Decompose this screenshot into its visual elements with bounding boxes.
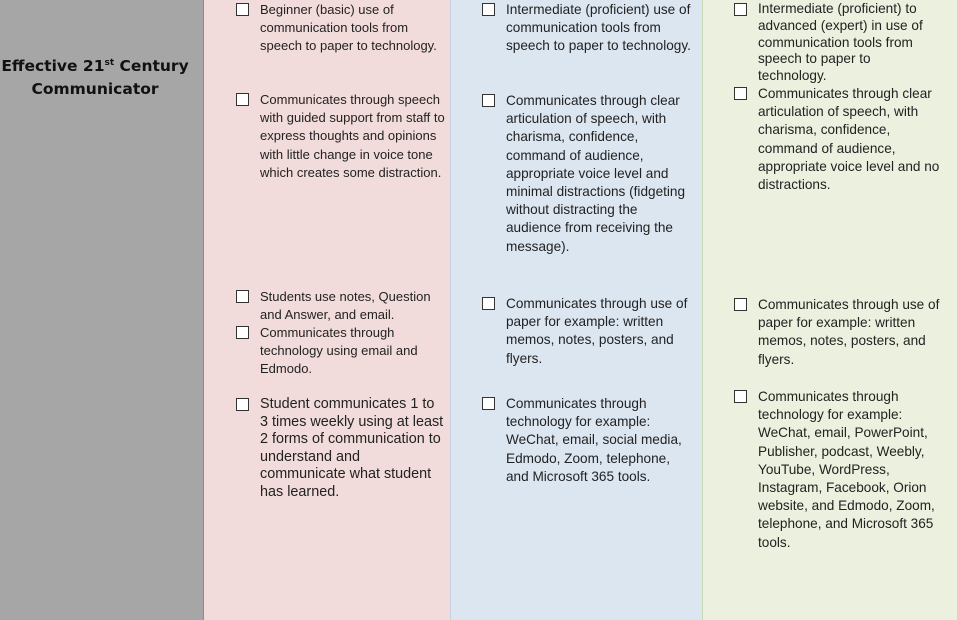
item-text: Communicates through clear articulation of speech, with charisma, confidence, command of audience, appropriate voice level and minimal distractions (fidgeting without distracting the audience from receiving the message). [506,93,686,254]
checkbox[interactable] [236,93,249,106]
item-text: Communicates through speech with guided support from staff to express thoughts and opinions with little change in voice tone which creates some distraction. [260,92,445,180]
item-text: Student communicates 1 to 3 times weekly using at least 2 forms of communication to understand and communicate what student has learned. [260,396,444,500]
item-text: Communicates through use of paper for example: written memos, notes, posters, and flyers. [758,297,940,367]
checkbox[interactable] [236,398,249,411]
item-text: Communicates through technology for example: WeChat, email, PowerPoint, Publisher, podcast, Weebly, YouTube, WordPress, Instagram, Facebook, Orion website, and Edmodo, Zoom, telephone, and Microsoft 365 tools. [758,389,935,550]
row-title-suffix: Century [114,57,189,75]
row-title-prefix: Effective 21 [1,57,105,75]
checkbox[interactable] [236,3,249,16]
checkbox[interactable] [482,397,495,410]
item-text: Communicates through clear articulation of speech, with charisma, confidence, command of audience, appropriate voice level and no distractions. [758,86,940,193]
row-title-superscript: st [104,57,115,68]
row-title-line2: Communicator [31,80,159,98]
checkbox[interactable] [482,94,495,107]
advanced-column [703,0,957,620]
row-label-cell [0,0,204,620]
checkbox[interactable] [734,3,747,16]
item-text: Intermediate (proficient) to advanced (expert) in use of communication tools from speech to paper to technology. [758,1,923,84]
checkbox[interactable] [734,87,747,100]
item-text: Students use notes, Question and Answer, and email. [260,289,431,323]
item-text: Communicates through technology using email and Edmodo. [260,325,418,377]
item-text: Communicates through use of paper for example: written memos, notes, posters, and flyers. [506,296,688,366]
item-text: Beginner (basic) use of communication tools from speech to paper to technology. [260,2,437,54]
checkbox[interactable] [734,298,747,311]
intermediate-column [451,0,703,620]
checkbox[interactable] [482,3,495,16]
checkbox[interactable] [734,390,747,403]
item-text: Communicates through technology for example: WeChat, email, social media, Edmodo, Zoom, telephone, and Microsoft 365 tools. [506,396,682,484]
row-title [0,55,190,101]
checkbox[interactable] [482,297,495,310]
beginner-column [204,0,451,620]
checkbox[interactable] [236,326,249,339]
item-text: Intermediate (proficient) use of communication tools from speech to paper to technology. [506,2,691,54]
checkbox[interactable] [236,290,249,303]
